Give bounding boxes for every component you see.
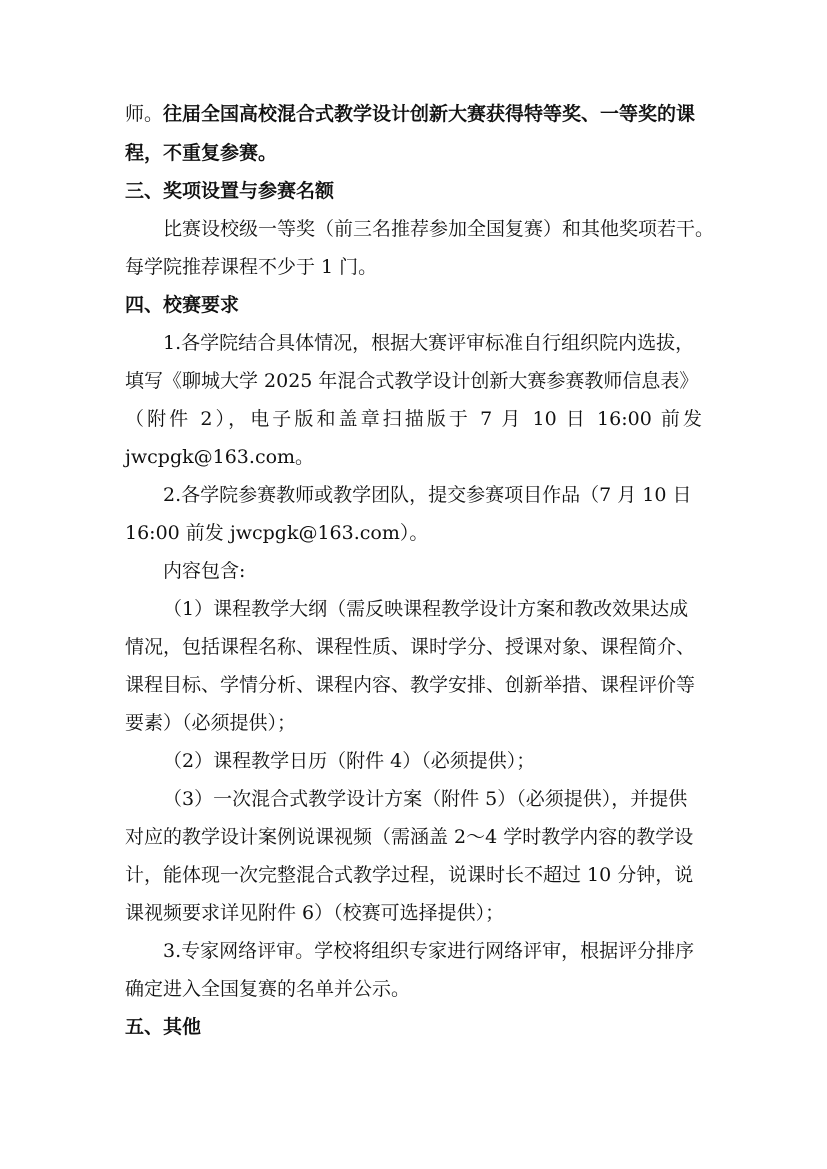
paragraph-line: 课视频要求详见附件 6）（校赛可选择提供）；	[125, 902, 505, 924]
paragraph-line: 计，能体现一次完整混合式教学过程，说课时长不超过 10 分钟，说	[125, 864, 694, 886]
paragraph-line: 3.专家网络评审。学校将组织专家进行网络评审，根据评分排序	[163, 940, 695, 962]
section-heading: 五、其他	[125, 1016, 202, 1038]
paragraph-line: 填写《聊城大学 2025 年混合式教学设计创新大赛参赛教师信息表》	[125, 370, 699, 392]
text-run-bold: 往届全国高校混合式教学设计创新大赛获得特等奖、一等奖的课	[163, 103, 696, 125]
paragraph-line: 比赛设校级一等奖（前三名推荐参加全国复赛）和其他奖项若干。	[163, 218, 715, 240]
paragraph-line	[125, 102, 695, 126]
section-heading: 四、校赛要求	[125, 294, 240, 316]
paragraph-line: 内容包含:	[163, 560, 246, 582]
text-run: 师。	[125, 103, 164, 125]
paragraph-line: 对应的教学设计案例说课视频（需涵盖 2～4 学时教学内容的教学设	[125, 826, 694, 848]
paragraph-line: （2）课程教学日历（附件 4）（必须提供）；	[163, 750, 536, 772]
paragraph-line: （1）课程教学大纲（需反映课程教学设计方案和教改效果达成	[163, 598, 689, 620]
paragraph-line: （附件 2），电子版和盖章扫描版于 7 月 10 日 16:00 前发	[125, 408, 702, 430]
paragraph-line: 程，不重复参赛。	[125, 142, 278, 164]
paragraph-line: 16:00 前发 jwcpgk@163.com）。	[125, 522, 429, 544]
paragraph-line: 每学院推荐课程不少于 1 门。	[125, 256, 378, 278]
paragraph-line: 要素）（必须提供）；	[125, 712, 297, 734]
paragraph-line: 2.各学院参赛教师或教学团队，提交参赛项目作品（7 月 10 日	[163, 484, 692, 506]
paragraph-line: （3）一次混合式教学设计方案（附件 5）（必须提供），并提供	[163, 788, 688, 810]
section-heading: 三、奖项设置与参赛名额	[125, 180, 335, 202]
paragraph-line: jwcpgk@163.com。	[125, 446, 315, 468]
paragraph-line: 课程目标、学情分析、课程内容、教学安排、创新举措、课程评价等	[125, 674, 696, 696]
paragraph-line: 确定进入全国复赛的名单并公示。	[125, 978, 411, 1000]
paragraph-line: 1.各学院结合具体情况，根据大赛评审标准自行组织院内选拔，	[163, 332, 695, 354]
paragraph-line: 情况，包括课程名称、课程性质、课时学分、授课对象、课程简介、	[125, 636, 696, 658]
